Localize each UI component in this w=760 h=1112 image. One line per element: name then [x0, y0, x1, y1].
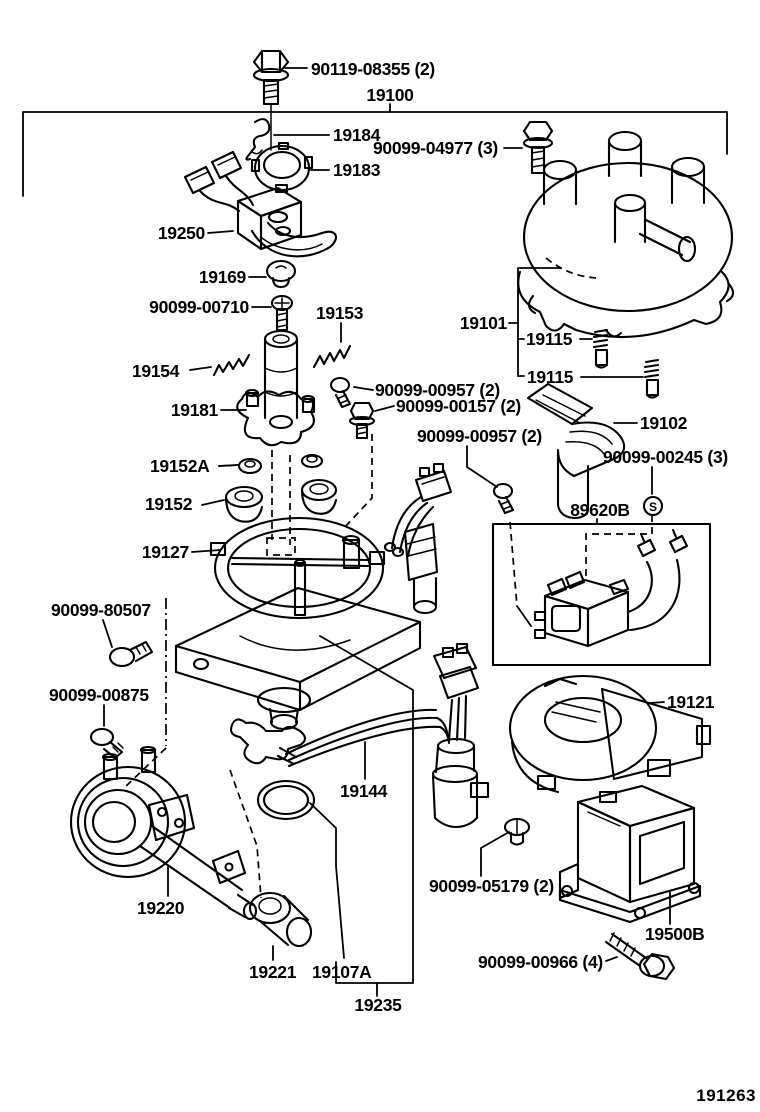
leader-19127 [192, 550, 220, 552]
label-19169: 19169 [198, 267, 246, 287]
cup-19152 [226, 480, 336, 522]
vacuum-advancer-19220 [71, 747, 256, 919]
label-19152a: 19152A [150, 456, 210, 476]
leader-00957b [467, 446, 497, 487]
leader-80507 [103, 620, 112, 647]
leader-19152a-2 [219, 465, 238, 466]
shaft-19181 [237, 331, 314, 445]
screw-90099-00957-a [331, 378, 350, 407]
label-90099-00875: 90099-00875 [49, 685, 149, 705]
page-code: 191263 [696, 1086, 756, 1105]
leader-19154 [190, 367, 211, 370]
spring-19154 [214, 355, 249, 375]
leader-19121 [650, 702, 664, 703]
label-19115-a: 19115 [526, 329, 573, 349]
s-marker-letter: S [648, 500, 658, 514]
oring-19107a [258, 781, 314, 819]
label-19235: 19235 [354, 995, 402, 1015]
carbon-point-19115-b [645, 360, 658, 398]
ignition-coil-19500b [560, 786, 700, 922]
label-19127: 19127 [141, 542, 189, 562]
label-90099-00957-a: 90099-00957 (2) [375, 380, 500, 400]
label-19152: 19152 [145, 494, 193, 514]
label-19153: 19153 [316, 303, 364, 323]
label-19121: 19121 [667, 692, 715, 712]
screw-90099-00710 [272, 296, 292, 330]
leader-19152 [202, 500, 224, 505]
label-19181: 19181 [170, 400, 218, 420]
s-marker-symbol [644, 497, 662, 515]
label-90099-00245: 90099-00245 (3) [603, 447, 728, 467]
label-19154: 19154 [132, 361, 180, 381]
label-19184: 19184 [333, 125, 381, 145]
label-89620b: 89620B [570, 500, 630, 520]
signal-generator-19250 [185, 152, 336, 256]
label-19220: 19220 [137, 898, 185, 918]
label-19183: 19183 [333, 160, 381, 180]
igniter-box-89620b [493, 516, 710, 665]
leader-00966 [606, 957, 617, 961]
label-19144: 19144 [340, 781, 388, 801]
bolt-90099-00157 [350, 403, 374, 438]
label-90099-04977: 90099-04977 (3) [373, 138, 498, 158]
spring-19153 [314, 346, 350, 367]
distributor-cap-19101 [518, 132, 733, 337]
clip-19184 [246, 119, 269, 159]
label-90099-00966: 90099-00966 (4) [478, 952, 603, 972]
leader-00957a [354, 387, 373, 390]
screw-90099-00957-b [494, 484, 513, 513]
label-90119-08355: 90119-08355 (2) [311, 59, 435, 79]
grommet-19152a [239, 455, 322, 473]
label-19500b: 19500B [645, 924, 705, 944]
label-90099-05179: 90099-05179 (2) [429, 876, 554, 896]
label-19115-b: 19115 [527, 367, 574, 387]
leader-05179 [481, 832, 509, 876]
label-90099-00157: 90099-00157 (2) [396, 396, 521, 416]
label-90099-80507: 90099-80507 [51, 600, 151, 620]
label-19250: 19250 [157, 223, 205, 243]
label-19101: 19101 [459, 313, 507, 333]
leader-19250 [208, 231, 233, 233]
cap-bracket-19101 [509, 268, 561, 376]
label-90099-00710: 90099-00710 [149, 297, 249, 317]
boot-19221 [250, 893, 311, 946]
leader-19107a [310, 803, 344, 958]
leader-00157 [375, 406, 394, 411]
label-90099-00957-b: 90099-00957 (2) [417, 426, 542, 446]
bolt-90099-80507 [110, 642, 152, 666]
housing-ring-19127 [211, 518, 384, 618]
label-19102: 19102 [640, 413, 688, 433]
label-19107a: 19107A [312, 962, 372, 982]
label-19100: 19100 [366, 85, 414, 105]
grommet-19169 [267, 261, 295, 287]
label-19221: 19221 [249, 962, 297, 982]
base-bracket-19235 [320, 636, 413, 996]
